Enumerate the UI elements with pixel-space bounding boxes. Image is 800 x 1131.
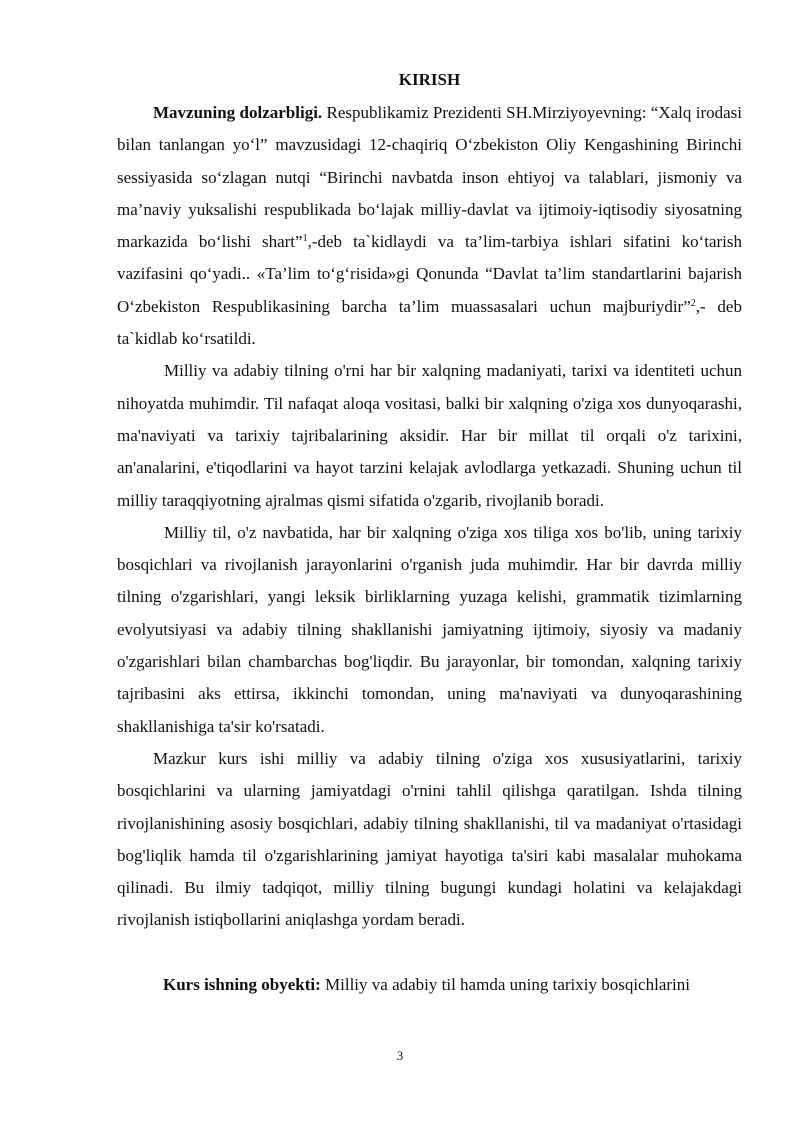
- page-title: KIRISH: [398, 70, 461, 89]
- footnote-ref-1[interactable]: 1: [302, 233, 308, 245]
- paragraph-language-role: Milliy va adabiy tilning o'rni har bir xalqning madaniyati, tarixi va identiteti uchun nihoyatda muhimdir. Til nafaqat aloqa vositasi, balki bir xalqning o'ziga xos dunyoqarashi, ma'naviyati va tarixiy tajribalarining aksidir. Har bir millat til orqali o'z tarixini, an'analarini, e'tiqodlarini va hayot tarzini kelajak avlodlarga yetkazadi. Shuning uchun til milliy taraqqiyotning ajralmas qismi sifatida o'zgarib, rivojlanib boradi.: [117, 361, 742, 510]
- footnote-ref-2[interactable]: 2: [690, 297, 696, 309]
- document-page: [117, 70, 742, 1001]
- paragraph-national-language: Milliy til, o'z navbatida, har bir xalqning o'ziga xos tiliga xos bo'lib, uning tarixiy bosqichlari va rivojlanish jarayonlarini o'rganish juda muhimdir. Har bir davrda milliy tilning o'zgarishlari, yangi leksik birliklarning yuzaga kelishi, grammatik tizimlarning evolyutsiyasi va adabiy tilning shakllanishi jamiyatning ijtimoiy, siyosiy va madaniy o'zgarishlari bilan chambarchas bog'liqdir. Bu jarayonlar, bir tomondan, xalqning tarixiy tajribasini aks ettirsa, ikkinchi tomondan, uning ma'naviyati va dunyoqarashining shakllanishiga ta'sir ko'rsatadi.: [117, 522, 742, 736]
- relevance-text-b: ,-deb ta`kidlaydi va ta’lim-tarbiya ishlari sifatini ko‘tarish vazifasini qo‘yadi.. «Ta’lim to‘g‘risida»gi Qonunda “Davlat ta’lim standartlarini bajarish O‘zbekiston Respublikasining barcha ta’lim muassasalari uchun majburiydir”: [117, 232, 742, 316]
- paragraph-course-aim: Mazkur kurs ishi milliy va adabiy tilning o'ziga xos xususiyatlarini, tarixiy bosqichlarini va ularning jamiyatdagi o'rnini tahlil qilishga qaratilgan. Ishda tilning rivojlanishining asosiy bosqichlari, adabiy tilning shakllanishi, til va madaniyat o'rtasidagi bog'liqlik hamda til o'zgarishlarining jamiyat hayotiga ta'siri kabi masalalar muhokama qilinadi. Bu ilmiy tadqiqot, milliy tilning bugungi kundagi holatini va kelajakdagi rivojlanish istiqbollarini aniqlashga yordam beradi.: [117, 748, 742, 930]
- paragraph-course-object: [117, 969, 742, 1001]
- object-text: Milliy va adabiy til hamda uning tarixiy bosqichlarini: [320, 974, 690, 994]
- paragraph-relevance: [117, 97, 742, 355]
- page-number: 3: [396, 1048, 404, 1063]
- object-heading: Kurs ishning obyekti:: [163, 974, 321, 994]
- relevance-text-c: ,- deb ta`kidlab ko‘rsatildi.: [117, 296, 742, 349]
- relevance-heading: Mavzuning dolzarbligi.: [153, 103, 323, 122]
- relevance-text-a: Respublikamiz Prezidenti SH.Mirziyoyevning: “Xalq irodasi bilan tanlangan yo‘l” mavzusidagi 12-chaqiriq O‘zbekiston Oliy Kengashining Birinchi sessiyasida so‘zlagan nutqi “Birinchi navbatda inson ehtiyoj va talablari, jismoniy va ma’naviy yuksalishi respublikada bo‘lajak milliy-davlat va ijtimoiy-iqtisodiy siyosatning markazida bo‘lishi shart”: [117, 103, 742, 252]
